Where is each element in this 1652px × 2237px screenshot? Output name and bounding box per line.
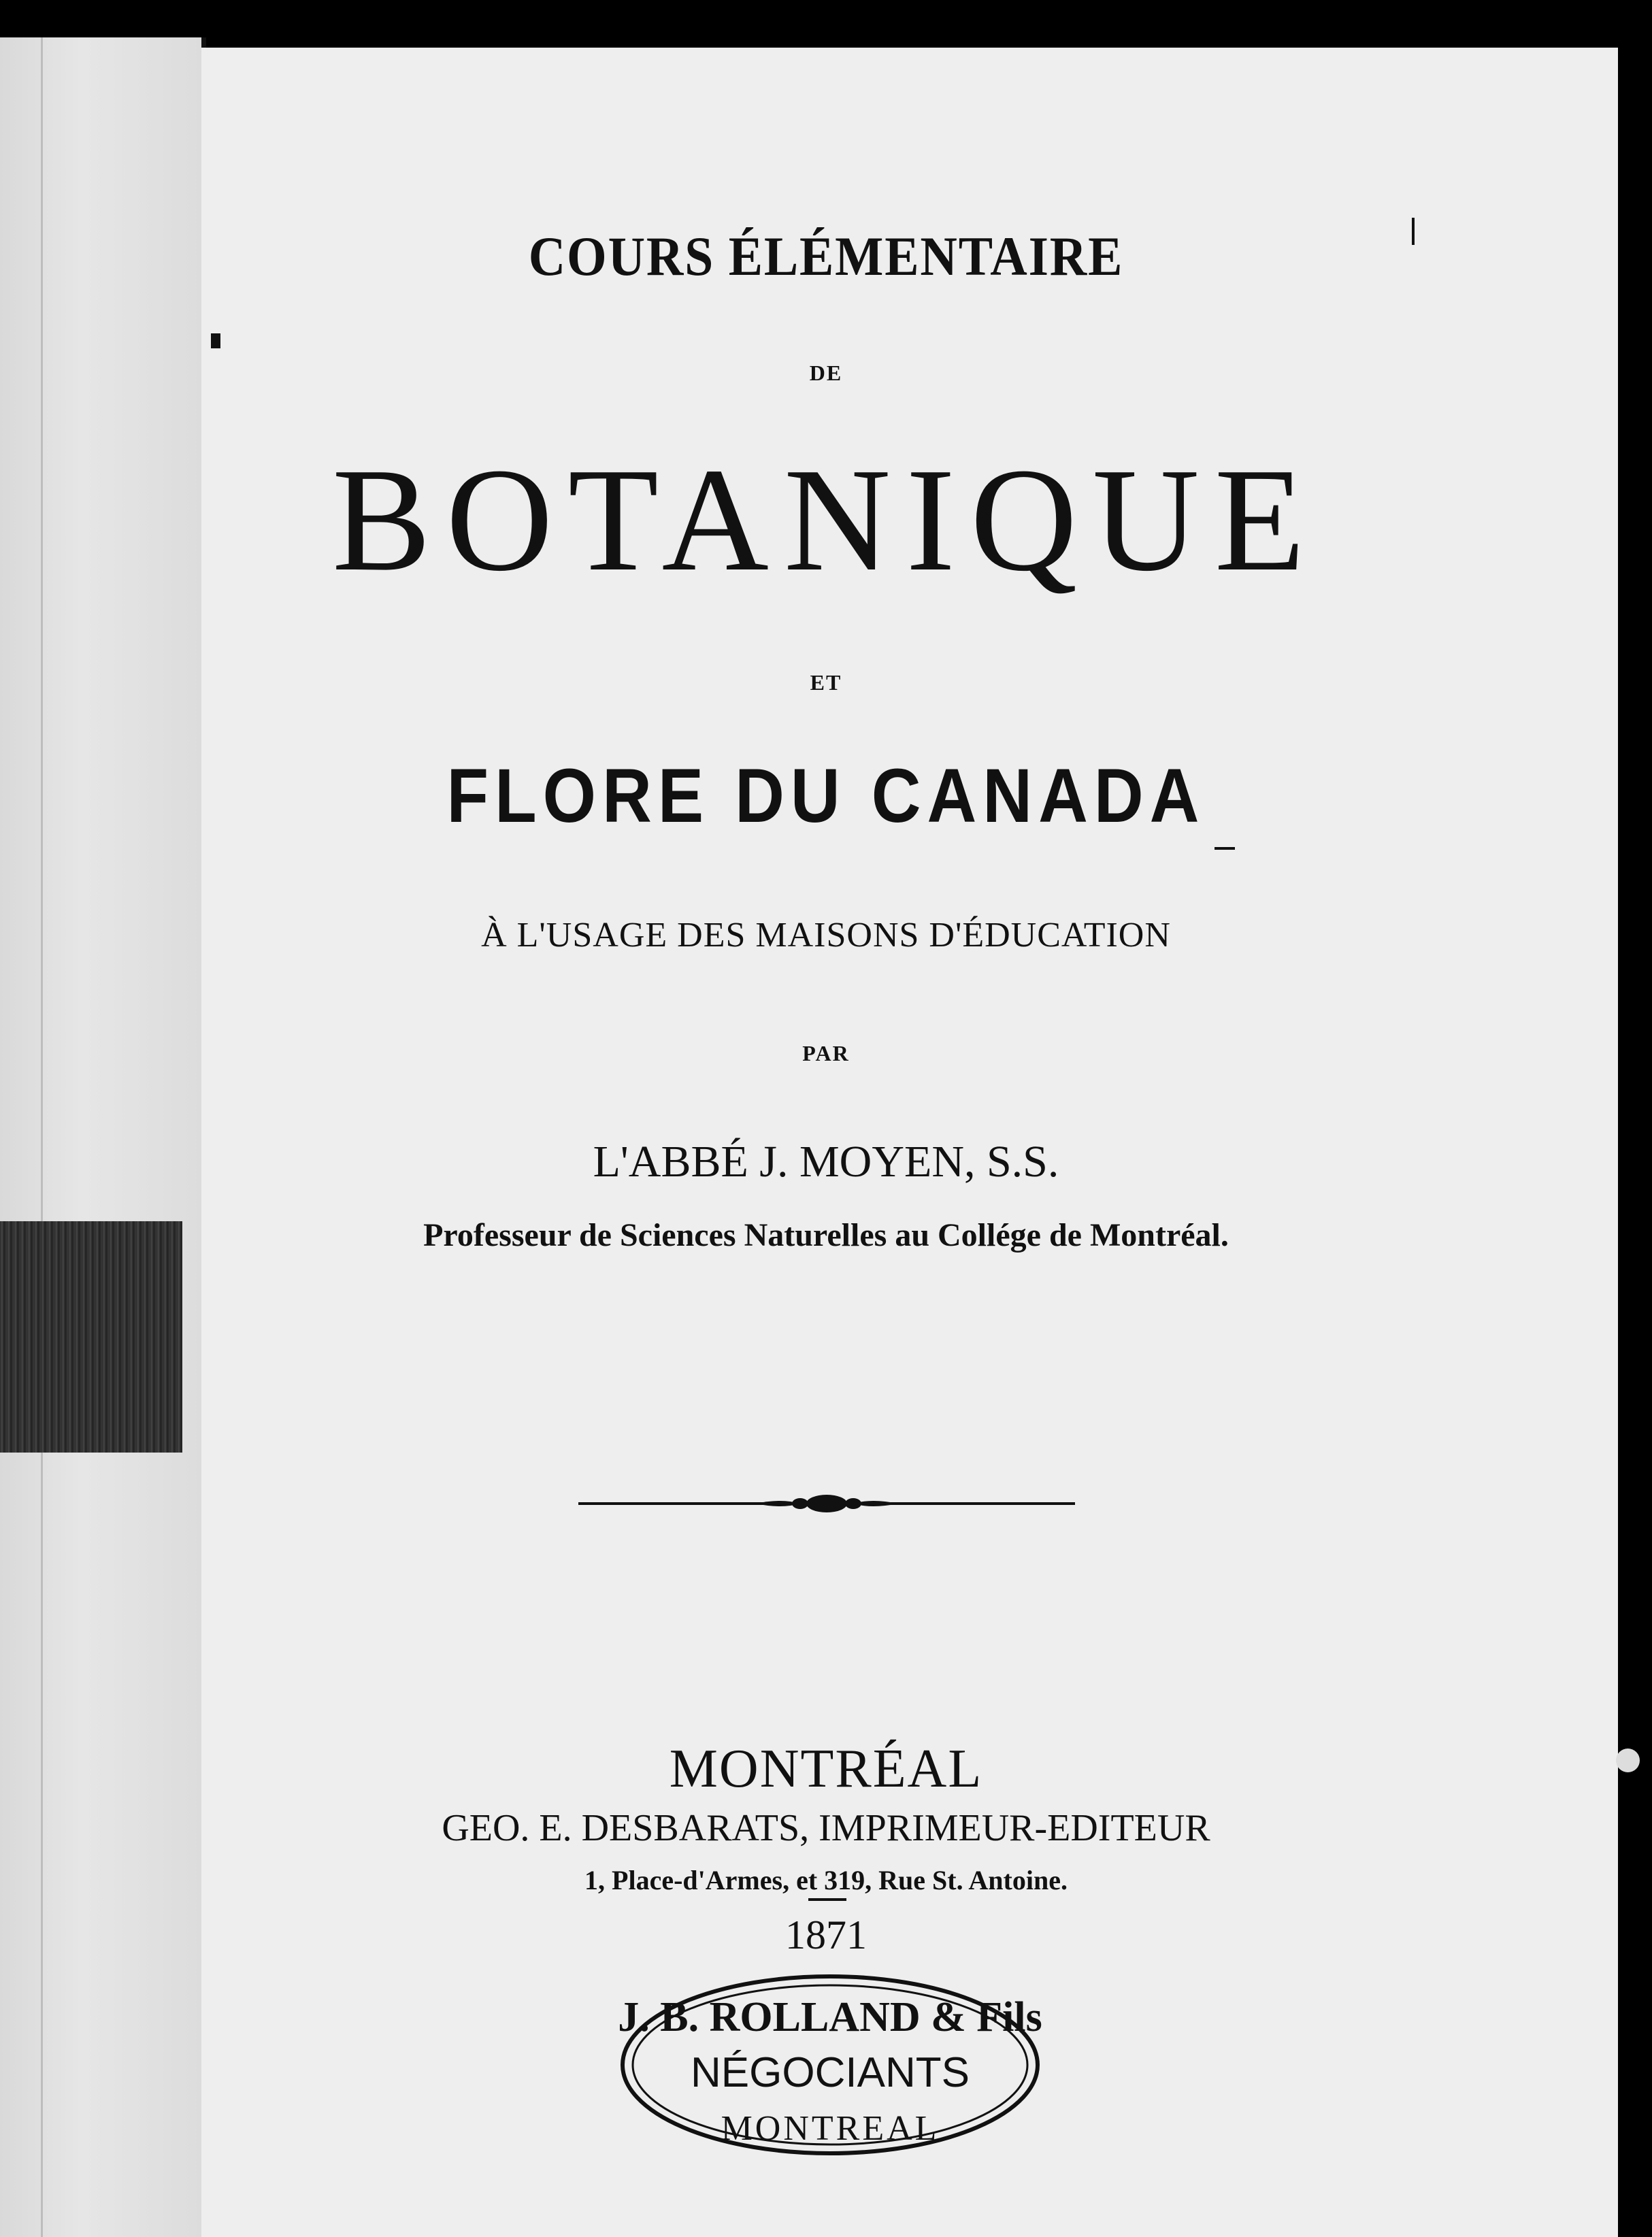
paper-hole — [1616, 1749, 1640, 1772]
ownership-stamp — [612, 1970, 1048, 2167]
title-conjunction-de: DE — [809, 361, 843, 385]
imprint-city: MONTRÉAL — [669, 1739, 983, 1799]
print-speck — [1215, 847, 1235, 850]
binding-shadow — [0, 1221, 182, 1453]
title-conjunction-et: ET — [810, 670, 842, 695]
imprint-address: 1, Place-d'Armes, et 319, Rue St. Antoine. — [584, 1865, 1068, 1895]
ornament-rule-icon — [578, 1487, 1075, 1521]
main-title: BOTANIQUE — [331, 438, 1321, 602]
imprint-divider — [808, 1898, 846, 1901]
author-title: Professeur de Sciences Naturelles au Collége de Montréal. — [423, 1217, 1229, 1253]
title-line-cours: COURS ÉLÉMENTAIRE — [528, 225, 1124, 287]
print-speck — [211, 333, 220, 348]
purpose-line: À L'USAGE DES MAISONS D'ÉDUCATION — [481, 916, 1171, 955]
author-name: L'ABBÉ J. MOYEN, S.S. — [593, 1137, 1059, 1187]
stamp-line-1: J. B. ROLLAND & Fils — [618, 1994, 1042, 2040]
stamp-line-3: MONTREAL — [721, 2109, 940, 2148]
subtitle: FLORE DU CANADA — [446, 753, 1206, 838]
imprint-publisher: GEO. E. DESBARATS, IMPRIMEUR-EDITEUR — [442, 1807, 1210, 1849]
by-line: PAR — [802, 1041, 850, 1065]
print-speck — [1412, 218, 1415, 245]
stamp-line-2: NÉGOCIANTS — [691, 2049, 970, 2096]
imprint-year: 1871 — [785, 1912, 867, 1957]
